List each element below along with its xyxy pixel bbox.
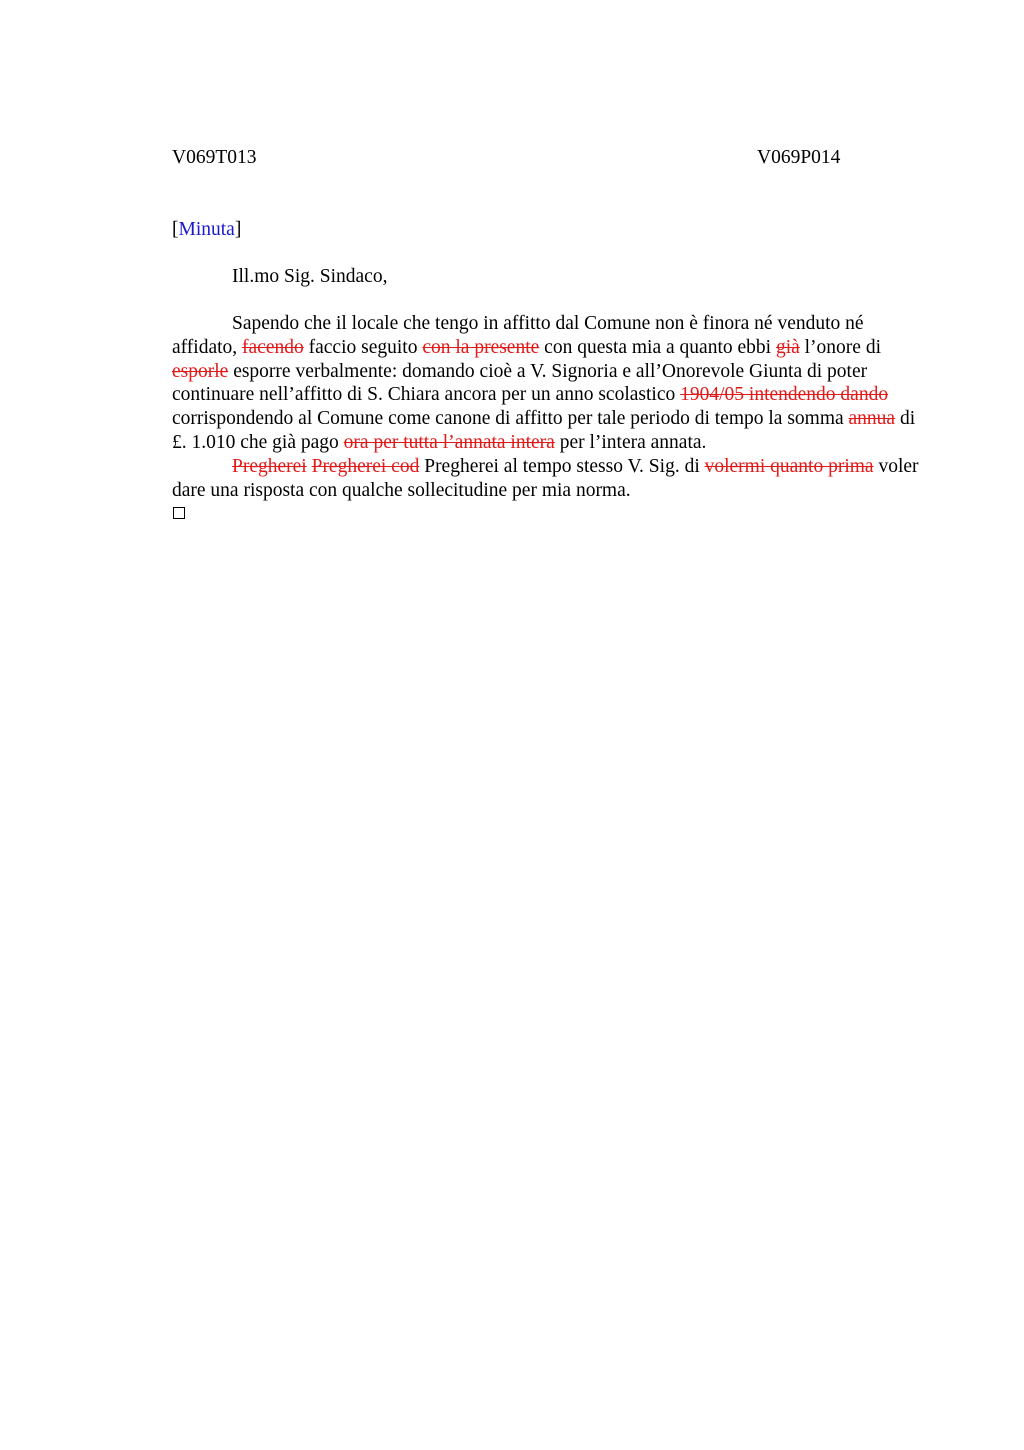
letter-paragraph-1 — [172, 312, 928, 455]
letter-body — [172, 312, 928, 502]
kind-close-bracket: ] — [234, 219, 242, 240]
deleted-text: annua — [848, 408, 896, 430]
deleted-text: esporle — [172, 360, 229, 382]
text-segment: l’onore di — [799, 336, 881, 358]
deleted-text: Pregherei cod — [311, 455, 420, 477]
deleted-text: già — [775, 336, 800, 358]
text-segment: esporre verbalmente: domando cioè a V. Signoria e all’Onorevole Giunta di poter continuare nell’affitto di S. Chiara ancora per un anno scolastico — [172, 360, 868, 406]
letter-paragraph-2 — [172, 455, 928, 503]
empty-square-icon — [173, 507, 185, 519]
document-kind-label — [172, 218, 241, 242]
text-segment: Sapendo che il locale che tengo in affitto dal Comune non è finora né venduto né affidato, — [172, 313, 864, 358]
document-id-right: V069P014 — [757, 147, 841, 168]
deleted-text: Pregherei — [232, 455, 307, 477]
letter-salutation: Ill.mo Sig. Sindaco, — [232, 266, 388, 287]
text-segment: con questa mia a quanto ebbi — [539, 336, 776, 358]
deleted-text: 1904/05 intendendo dando — [680, 384, 889, 406]
text-segment: corrispondendo al Comune come canone di affitto per tale periodo di tempo la somma — [172, 408, 849, 430]
kind-label-text: Minuta — [178, 219, 235, 240]
deleted-text: con la presente — [422, 336, 540, 358]
text-segment: di £. 1.010 che già pago — [172, 408, 916, 453]
deleted-text: ora per tutta l’annata intera — [343, 431, 555, 453]
kind-open-bracket: [ — [172, 219, 179, 240]
text-segment: Pregherei al tempo stesso V. Sig. di — [419, 455, 705, 477]
deleted-text: volermi quanto prima — [704, 455, 874, 477]
text-segment: voler dare una risposta con qualche sollecitudine per mia norma. — [172, 455, 919, 501]
text-segment: faccio seguito — [303, 336, 423, 358]
text-segment: per l’intera annata. — [554, 431, 707, 453]
document-id-left: V069T013 — [172, 147, 257, 168]
deleted-text: facendo — [242, 336, 304, 358]
